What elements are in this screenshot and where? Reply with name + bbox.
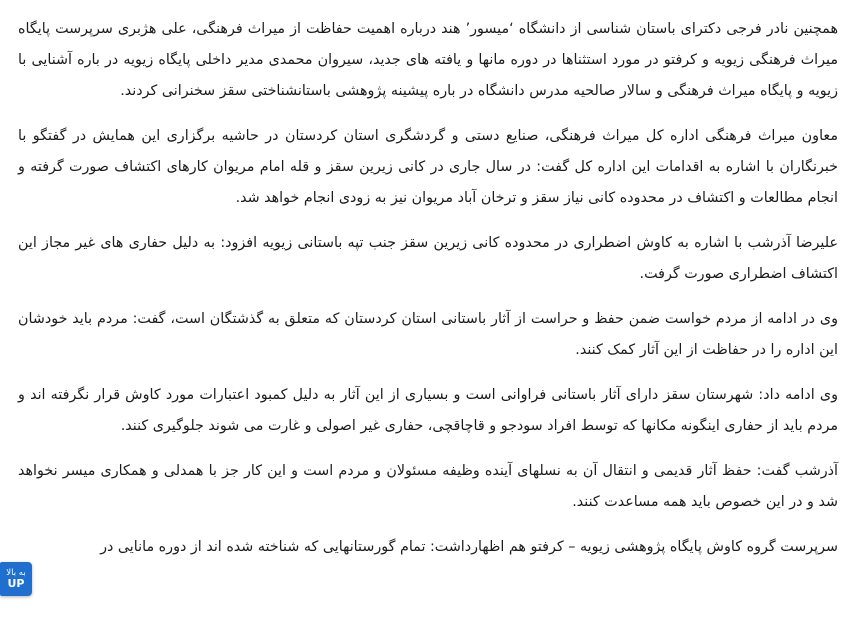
scroll-to-top-button[interactable] [0, 562, 32, 596]
paragraph: وی ادامه داد: شهرستان سقز دارای آثار باستانی فراوانی است و بسیاری از این آثار به دلیل کمبود اعتبارات مورد کاوش قرار نگرفته اند و مردم باید از حفاری اینگونه مکانها که توسط افراد سودجو و قاچاقچی، حفاری غیر اصولی و غارت می شوند جلوگیری کنند. [18, 387, 838, 434]
paragraph: وی در ادامه از مردم خواست ضمن حفظ و حراست از آثار باستانی استان کردستان که متعلق به گذشتگان است، گفت: مردم باید خودشان این اداره را در حفاظت از این آثار کمک کنند. [18, 311, 838, 358]
paragraph: علیرضا آذرشب با اشاره به کاوش اضطراری در محدوده کانی زیرین سقز جنب تپه باستانی زیویه افزود: به دلیل حفاری های غیر مجاز این اکتشاف اضطراری صورت گرفت. [18, 235, 838, 282]
scroll-to-top-label: به بالا [6, 567, 26, 578]
paragraph: معاون میراث فرهنگی اداره کل میراث فرهنگی، صنایع دستی و گردشگری استان کردستان در حاشیه برگزاری این همایش در گفتگو با خبرنگاران با اشاره به اقدامات این اداره کل گفت: در سال جاری در کانی زیرین سقز و قله امام مریوان کارهای اکتشاف صورت گرفته و انجام مطالعات و اکتشاف در محدوده کانی نیاز سقز و ترخان آباد مریوان نیز به زودی انجام خواهد شد. [18, 128, 838, 206]
paragraph: سرپرست گروه کاوش پایگاه پژوهشی زیویه – کرفتو هم اظهارداشت: تمام گورستانهایی که شناخته شده اند از دوره مانایی در [100, 539, 838, 555]
scroll-to-top-icon: UP [7, 576, 25, 590]
paragraph: همچنین نادر فرجی دکترای باستان شناسی از دانشگاه ‘میسور’ هند درباره اهمیت حفاظت از میراث فرهنگی، علی هژبری سرپرست پایگاه میراث فرهنگی زیویه و کرفتو در مورد استثناها در دوره مانها و یافته های جدید، سیروان محمدی مدیر داخلی پایگاه زیویه در باره آشنایی با زیویه و پایگاه میراث فرهنگی و سالار صالحیه مدرس دانشگاه در باره پیشینه پژوهشی باستانشناختی سقز سخنرانی کردند. [18, 21, 838, 99]
paragraph: آذرشب گفت: حفظ آثار قدیمی و انتقال آن به نسلهای آینده وظیفه مسئولان و مردم است و این کار جز با همدلی و همکاری میسر نخواهد شد و در این خصوص باید همه مساعدت کنند. [18, 463, 838, 510]
